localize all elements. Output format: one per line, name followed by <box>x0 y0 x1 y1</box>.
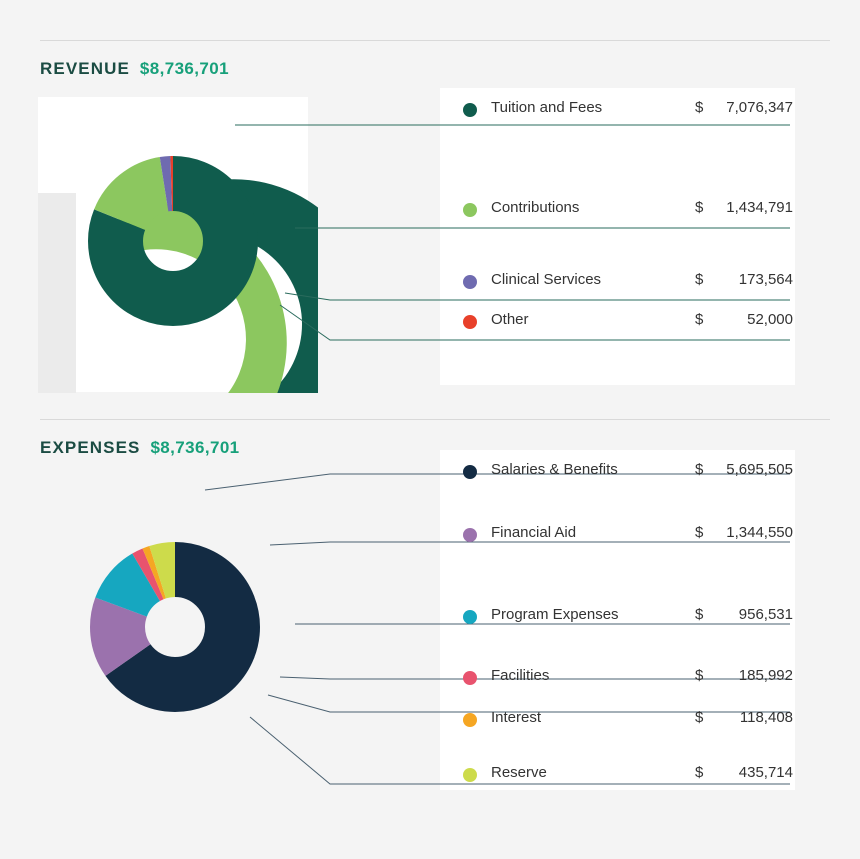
legend-value: 435,714 <box>738 764 793 781</box>
legend-label: Financial Aid <box>491 524 577 541</box>
legend-value: 1,434,791 <box>726 199 793 216</box>
legend-label: Contributions <box>491 199 580 216</box>
color-swatch-icon <box>463 203 477 217</box>
legend-label: Program Expenses <box>491 606 619 623</box>
legend-label: Salaries & Benefits <box>491 461 618 478</box>
color-swatch-icon <box>463 275 477 289</box>
legend-currency: $ <box>695 461 704 478</box>
legend-label: Tuition and Fees <box>491 99 603 116</box>
color-swatch-icon <box>463 671 477 685</box>
color-swatch-icon <box>463 768 477 782</box>
legend-value: 185,992 <box>738 667 793 684</box>
legend-item[interactable] <box>463 268 793 298</box>
revenue-section <box>0 0 860 412</box>
legend-currency: $ <box>695 764 704 781</box>
legend-item[interactable] <box>463 603 793 633</box>
legend-item[interactable] <box>463 664 793 694</box>
legend-label: Reserve <box>491 764 547 781</box>
legend-currency: $ <box>695 606 704 623</box>
color-swatch-icon <box>463 610 477 624</box>
expenses-section <box>0 412 860 859</box>
expenses-total: $8,736,701 <box>150 438 240 457</box>
legend-currency: $ <box>695 311 704 328</box>
legend-value: 52,000 <box>747 311 793 328</box>
legend-value: 173,564 <box>738 271 793 288</box>
color-swatch-icon <box>463 528 477 542</box>
legend-currency: $ <box>695 709 704 726</box>
legend-currency: $ <box>695 524 704 541</box>
legend-currency: $ <box>695 199 704 216</box>
legend-value: 7,076,347 <box>726 99 793 116</box>
legend-value: 5,695,505 <box>726 461 793 478</box>
legend-currency: $ <box>695 271 704 288</box>
color-swatch-icon <box>463 465 477 479</box>
legend-label: Interest <box>491 709 542 726</box>
legend-item[interactable] <box>463 96 793 126</box>
legend-item[interactable] <box>463 458 793 488</box>
legend-label: Facilities <box>491 667 550 684</box>
legend-value: 118,408 <box>739 709 793 726</box>
legend-item[interactable] <box>463 706 793 736</box>
color-swatch-icon <box>463 713 477 727</box>
legend-currency: $ <box>695 99 704 116</box>
legend-item[interactable] <box>463 761 793 791</box>
legend-label: Clinical Services <box>491 271 602 288</box>
legend-item[interactable] <box>463 521 793 551</box>
color-swatch-icon <box>463 103 477 117</box>
legend-item[interactable] <box>463 308 793 338</box>
expenses-title-label: EXPENSES <box>40 438 141 457</box>
legend-value: 1,344,550 <box>726 524 793 541</box>
revenue-title-label: REVENUE <box>40 59 130 78</box>
legend-label: Other <box>491 311 529 328</box>
revenue-total: $8,736,701 <box>139 59 229 78</box>
color-swatch-icon <box>463 315 477 329</box>
legend-value: 956,531 <box>738 606 793 623</box>
legend-item[interactable] <box>463 196 793 226</box>
legend-currency: $ <box>695 667 704 684</box>
